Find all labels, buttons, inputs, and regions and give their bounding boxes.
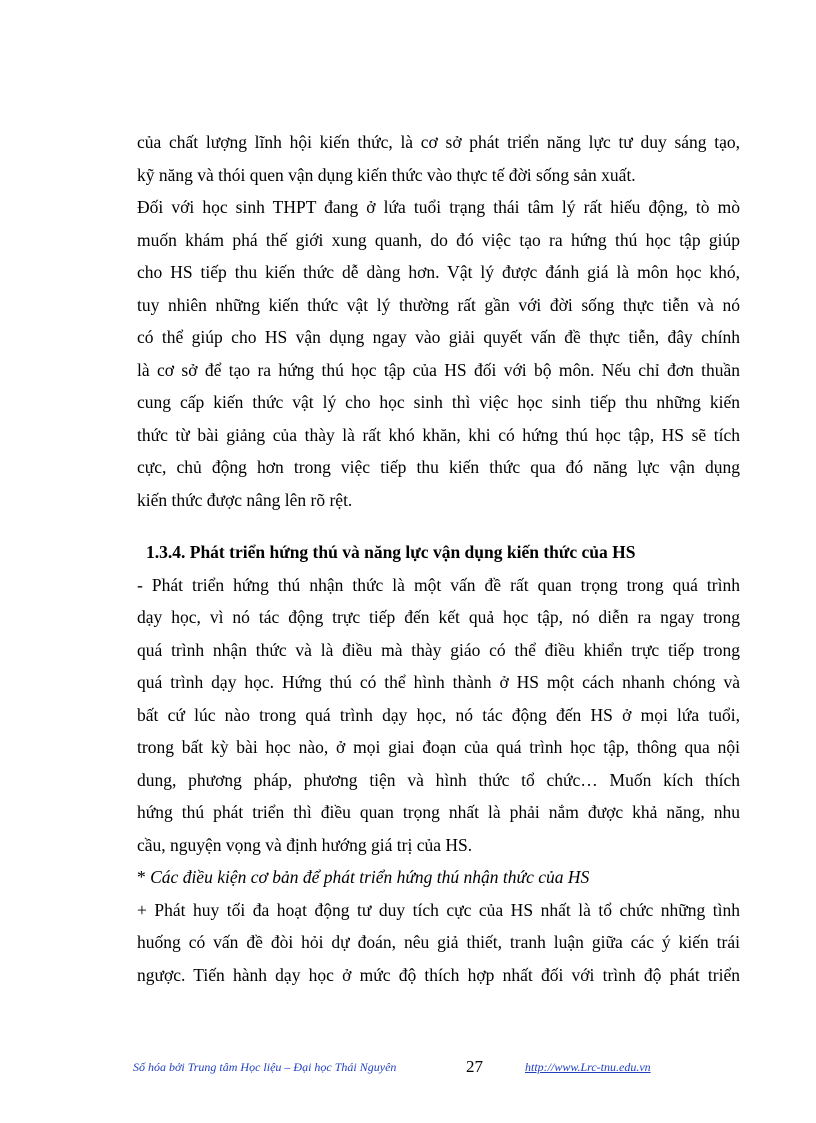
paragraph-line: dung, phương pháp, phương tiện và hình thức tổ chức… Muốn kích thích (137, 769, 740, 790)
paragraph-line: - Phát triển hứng thú nhận thức là một vấn đề rất quan trọng trong quá trình (137, 574, 740, 595)
paragraph-line: là cơ sở để tạo ra hứng thú học tập của HS đối với bộ môn. Nếu chỉ đơn thuần (137, 359, 740, 380)
subheading (137, 861, 740, 894)
paragraph-3 (137, 569, 740, 862)
paragraph-line: thức từ bài giảng của thày là rất khó khăn, khi có hứng thú học tập, HS sẽ tích (137, 424, 740, 445)
paragraph-line: cầu, nguyện vọng và định hướng giá trị của HS. (137, 834, 473, 855)
paragraph-line: huống có vấn đề đòi hỏi dự đoán, nêu giả thiết, tranh luận giữa các ý kiến trái (137, 932, 740, 952)
paragraph-line: hứng thú phát triển thì điều quan trọng nhất là phải nắm được khả năng, nhu (137, 802, 740, 822)
footer-link[interactable]: http://www.Lrc-tnu.edu.vn (525, 1060, 651, 1074)
paragraph-line: cho HS tiếp thu kiến thức dễ dàng hơn. Vật lý được đánh giá là môn học khó, (137, 262, 740, 282)
page-number: 27 (466, 1057, 483, 1076)
section-heading: 1.3.4. Phát triển hứng thú và năng lực vận dụng kiến thức của HS (146, 542, 636, 562)
paragraph-2 (137, 191, 740, 516)
paragraph-line: của chất lượng lĩnh hội kiến thức, là cơ sở phát triển năng lực tư duy sáng tạo, (137, 132, 740, 152)
paragraph-line: + Phát huy tối đa hoạt động tư duy tích cực của HS nhất là tổ chức những tình (137, 899, 740, 920)
paragraph-line: bất cứ lúc nào trong quá trình dạy học, nó tác động đến HS ở mọi lứa tuổi, (137, 704, 740, 725)
subheading-bullet: * (137, 867, 151, 887)
paragraph-line: muốn khám phá thế giới xung quanh, do đó việc tạo ra hứng thú học tập giúp (137, 229, 740, 250)
page-footer (0, 1057, 816, 1081)
paragraph-line: ngược. Tiến hành dạy học ở mức độ thích hợp nhất đối với trình độ phát triển (137, 964, 740, 985)
footer-source: Số hóa bởi Trung tâm Học liệu – Đại học Thái Nguyên (133, 1060, 397, 1074)
body-text (137, 126, 740, 991)
paragraph-line: quá trình nhận thức và là điều mà thày giáo có thể điều khiển trực tiếp trong (137, 639, 740, 660)
paragraph-line: tuy nhiên những kiến thức vật lý thường rất gần với đời sống thực tiễn và nó (137, 294, 740, 315)
paragraph-line: cực, chủ động hơn trong việc tiếp thu kiến thức qua đó năng lực vận dụng (137, 457, 740, 477)
paragraph-line: trong bất kỳ bài học nào, ở mọi giai đoạn của quá trình học tập, thông qua nội (137, 737, 740, 757)
paragraph-line: kiến thức được nâng lên rõ rệt. (137, 489, 353, 510)
subheading-text: Các điều kiện cơ bản để phát triển hứng thú nhận thức của HS (150, 867, 590, 887)
paragraph-line: có thể giúp cho HS vận dụng ngay vào giải quyết vấn đề thực tiễn, đây chính (137, 327, 740, 347)
paragraph-line: quá trình dạy học. Hứng thú có thể hình thành ở HS một cách nhanh chóng và (137, 672, 740, 692)
paragraph-line: kỹ năng và thói quen vận dụng kiến thức vào thực tế đời sống sản xuất. (137, 164, 636, 185)
paragraph-1 (137, 126, 740, 191)
paragraph-line: dạy học, vì nó tác động trực tiếp đến kết quả học tập, nó diễn ra ngay trong (137, 607, 740, 627)
paragraph-line: cung cấp kiến thức vật lý cho học sinh thì việc học sinh tiếp thu những kiến (137, 392, 740, 412)
paragraph-4 (137, 894, 740, 992)
paragraph-line: Đối với học sinh THPT đang ở lứa tuổi trạng thái tâm lý rất hiếu động, tò mò (137, 197, 740, 217)
